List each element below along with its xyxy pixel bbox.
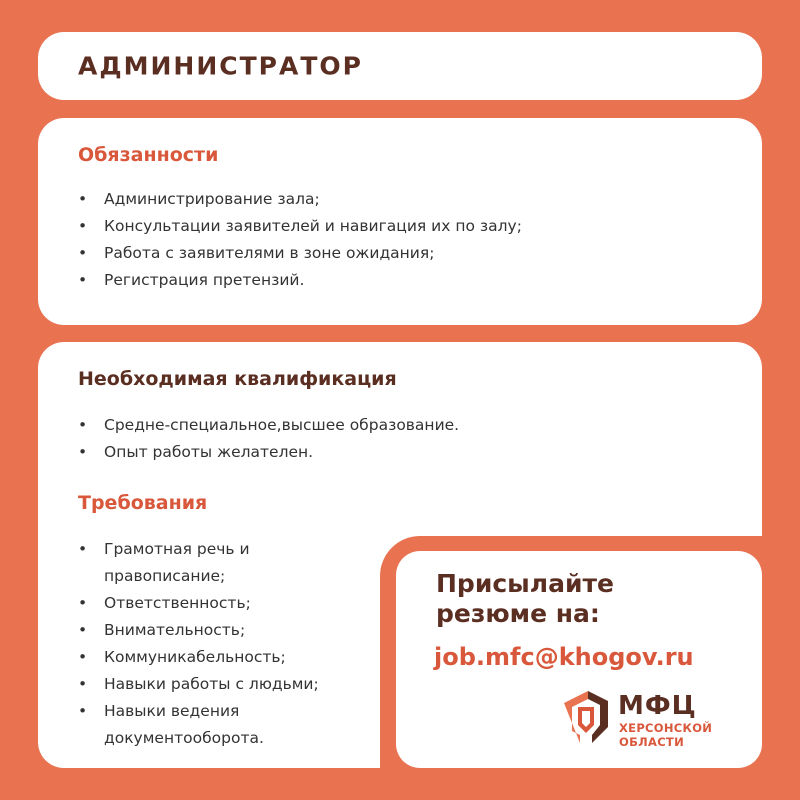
requirements-list xyxy=(76,536,366,752)
list-item: • Навыки ведения документооборота. xyxy=(76,698,366,752)
contact-title: Присылайте резюме на: xyxy=(436,569,614,628)
duties-list xyxy=(76,186,522,294)
list-item: • Коммуникабельность; xyxy=(76,644,366,671)
page-title: АДМИНИСТРАТОР xyxy=(78,51,363,81)
list-item: • Консультации заявителей и навигация их по залу; xyxy=(76,213,522,240)
list-item: • Внимательность; xyxy=(76,617,366,644)
list-item: • Администрирование зала; xyxy=(76,186,522,213)
duties-heading: Обязанности xyxy=(78,144,219,166)
requirements-heading: Требования xyxy=(78,492,208,514)
list-item: • Средне-специальное,высшее образование. xyxy=(76,412,459,439)
list-item: • Грамотная речь и правописание; xyxy=(76,536,366,590)
contact-email-link[interactable]: job.mfc@khogov.ru xyxy=(434,643,694,671)
qualification-list xyxy=(76,412,459,466)
list-item: • Навыки работы с людьми; xyxy=(76,671,366,698)
list-item: • Работа с заявителями в зоне ожидания; xyxy=(76,240,522,267)
duties-card xyxy=(38,118,762,325)
list-item: • Ответственность; xyxy=(76,590,366,617)
mfc-logo xyxy=(564,689,744,749)
mfc-logo-icon xyxy=(564,689,608,745)
list-item: • Регистрация претензий. xyxy=(76,267,522,294)
logo-main-text: МФЦ xyxy=(618,691,697,721)
logo-sub-text: ОБЛАСТИ xyxy=(619,735,685,749)
qualification-heading: Необходимая квалификация xyxy=(78,368,397,390)
list-item: • Опыт работы желателен. xyxy=(76,439,459,466)
logo-sub-text: ХЕРСОНСКОЙ xyxy=(619,721,713,735)
contact-card xyxy=(396,551,762,768)
title-card xyxy=(38,32,762,100)
